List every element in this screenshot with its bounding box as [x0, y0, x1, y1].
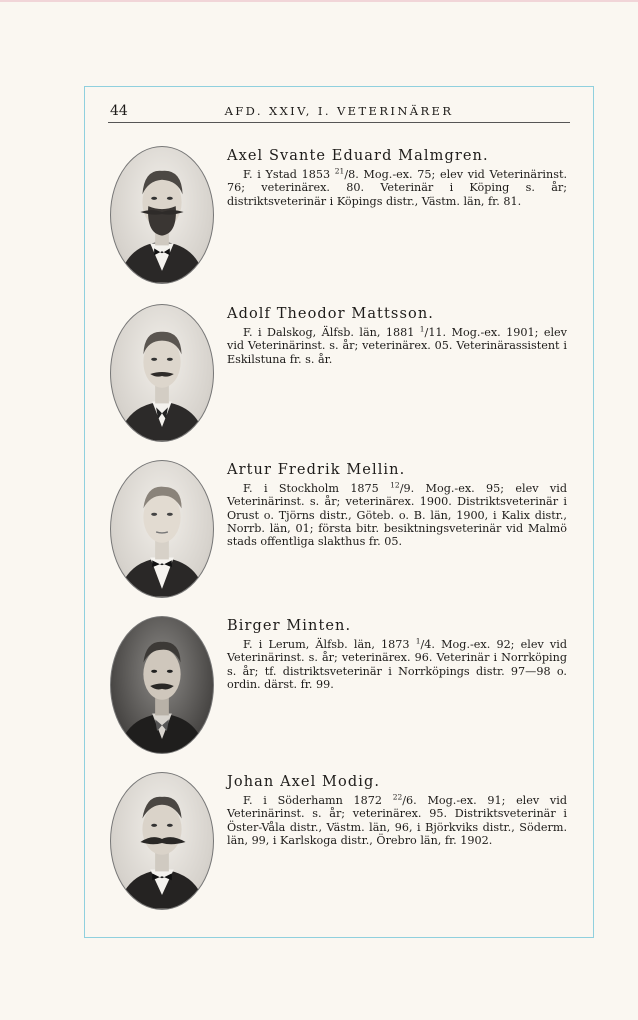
person-name: Johan Axel Modig. [227, 774, 381, 790]
portrait-photo [110, 616, 214, 754]
entry-malmgren [110, 146, 570, 286]
entry-modig [110, 772, 570, 912]
page-header [108, 100, 570, 123]
entry-mellin [110, 460, 570, 600]
portrait-photo [110, 146, 214, 284]
entry-minten [110, 616, 570, 756]
person-portrait-icon [111, 617, 213, 753]
person-name: Adolf Theodor Mattsson. [227, 306, 434, 322]
page-number: 44 [110, 103, 128, 119]
person-name: Birger Minten. [227, 618, 352, 634]
page-edge [0, 0, 638, 2]
portrait-photo [110, 304, 214, 442]
running-head: AFD. XXIV, I. VETERINÄRER [224, 104, 454, 118]
person-bio: F. i Lerum, Älfsb. län, 1873 $^1$/4. Mog.-ex. 92; elev vid Veterinärinst. s. år; veterinärex. 96. Veterinär i Norrköping s. år; tf. distriktsveterinär i Norrköpings distr. 97—98 o. ordin. därst. fr. 99. [227, 636, 567, 691]
entry-mattsson [110, 304, 570, 444]
portrait-photo [110, 772, 214, 910]
person-name: Axel Svante Eduard Malmgren. [227, 148, 489, 164]
person-bio: F. i Dalskog, Älfsb. län, 1881 $^1$/11. Mog.-ex. 1901; elev vid Veterinärinst. s. år; veterinärex. 05. Veterinärassistent i Eskilstuna fr. s. år. [227, 324, 567, 366]
person-portrait-icon [111, 305, 213, 441]
person-bio: F. i Ystad 1853 $^{21}$/8. Mog.-ex. 75; elev vid Veterinärinst. 76; veterinärex. 80. Veterinär i Köping s. år; distriktsveterinär i Köpings distr., Västm. län, fr. 81. [227, 166, 567, 208]
person-name: Artur Fredrik Mellin. [227, 462, 406, 478]
person-portrait-icon [111, 147, 213, 283]
person-bio: F. i Stockholm 1875 $^{12}$/9. Mog.-ex. 95; elev vid Veterinärinst. s. år; veterinärex. 1900. Distriktsveterinär i Orust o. Tjörns distr., Göteb. o. B. län, 1900, i Kalix distr., Norrb. län, 01; första bitr. besiktningsveterinär vid Malmö stads offentliga slakthus fr. 05. [227, 480, 567, 549]
person-bio: F. i Söderhamn 1872 $^{22}$/6. Mog.-ex. 91; elev vid Veterinärinst. s. år; veterinärex. 95. Distriktsveterinär i Öster-Våla distr., Västm. län, 96, i Björkviks distr., Söderm. län, 99, i Karlskoga distr., Örebro län, fr. 1902. [227, 792, 567, 847]
person-portrait-icon [111, 461, 213, 597]
portrait-photo [110, 460, 214, 598]
person-portrait-icon [111, 773, 213, 909]
